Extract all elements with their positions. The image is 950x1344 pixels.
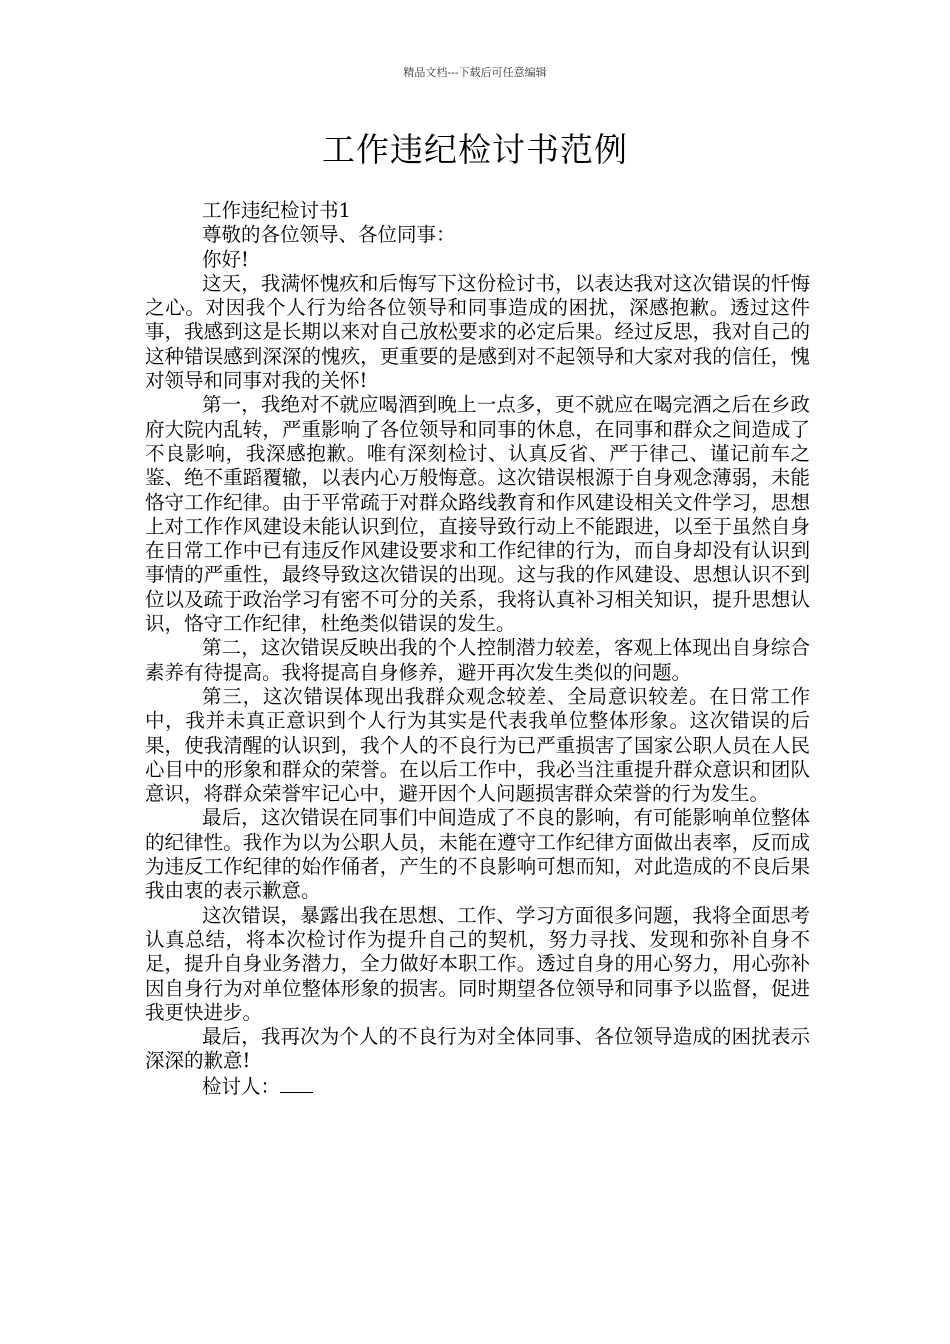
body-paragraph-finally: 最后，这次错误在同事们中间造成了不良的影响，有可能影响单位整体的纪律性。我作为以为公职人员，未能在遵守工作纪律方面做出表率，反而成为违反工作纪律的始作俑者，产生的不良影响可想而知，对此造成的不良后果我由衷的表示歉意。 — [145, 806, 810, 903]
signature-label: 检讨人： — [202, 1074, 281, 1098]
body-paragraph-third: 第三，这次错误体现出我群众观念较差、全局意识较差。在日常工作中，我并未真正意识到个人行为其实是代表我单位整体形象。这次错误的后果，使我清醒的认识到，我个人的不良行为已严重损害了国家公职人员在人民心目中的形象和群众的荣誉。在以后工作中，我必当注重提升群众意识和团队意识，将群众荣誉牢记心中，避开因个人问题损害群众荣誉的行为发生。 — [145, 684, 810, 806]
letter-subtitle: 工作违纪检讨书1 — [202, 199, 351, 222]
body-paragraph-second: 第二，这次错误反映出我的个人控制潜力较差，客观上体现出自身综合素养有待提高。我将提高自身修养，避开再次发生类似的问题。 — [145, 636, 810, 684]
document-title: 工作违纪检讨书范例 — [322, 130, 628, 169]
greeting: 你好! — [202, 247, 249, 271]
body-paragraph-apology: 最后，我再次为个人的不良行为对全体同事、各位领导造成的困扰表示深深的歉意! — [145, 1025, 810, 1073]
salutation: 尊敬的各位领导、各位同事： — [202, 223, 456, 247]
body-paragraph-first: 第一，我绝对不就应喝酒到晚上一点多，更不就应在喝完酒之后在乡政府大院内乱转，严重影响了各位领导和同事的休息，在同事和群众之间造成了不良影响，我深感抱歉。唯有深刻检讨、认真反省、严于律己、谨记前车之鉴、绝不重蹈覆辙，以表内心万般悔意。这次错误根源于自身观念薄弱，未能恪守工作纪律。由于平常疏于对群众路线教育和作风建设相关文件学习，思想上对工作作风建设未能认识到位，直接导致行动上不能跟进，以至于虽然自身在日常工作中已有违反作风建设要求和工作纪律的行为，而自身却没有认识到事情的严重性，最终导致这次错误的出现。这与我的作风建设、思想认识不到位以及疏于政治学习有密不可分的关系，我将认真补习相关知识，提升思想认识，恪守工作纪律，杜绝类似错误的发生。 — [145, 393, 810, 636]
body-paragraph-intro: 这天，我满怀愧疚和后悔写下这份检讨书，以表达我对这次错误的忏悔之心。对因我个人行为给各位领导和同事造成的困扰，深感抱歉。透过这件事，我感到这是长期以来对自己放松要求的必定后果。经过反思，我对自己的这种错误感到深深的愧疚，更重要的是感到对不起领导和大家对我的信任，愧对领导和同事对我的关怀! — [145, 271, 810, 393]
signature-blank — [280, 1074, 313, 1093]
body-paragraph-reflection: 这次错误，暴露出我在思想、工作、学习方面很多问题，我将全面思考认真总结，将本次检讨作为提升自己的契机，努力寻找、发现和弥补自身不足，提升自身业务潜力，全力做好本职工作。透过自身的用心努力，用心弥补因自身行为对单位整体形象的损害。同时期望各位领导和同事予以监督，促进我更快进步。 — [145, 903, 810, 1024]
signature-line — [145, 1074, 810, 1099]
header-note: 精品文档---下载后可任意编辑 — [403, 66, 547, 79]
document-body — [145, 199, 810, 1099]
